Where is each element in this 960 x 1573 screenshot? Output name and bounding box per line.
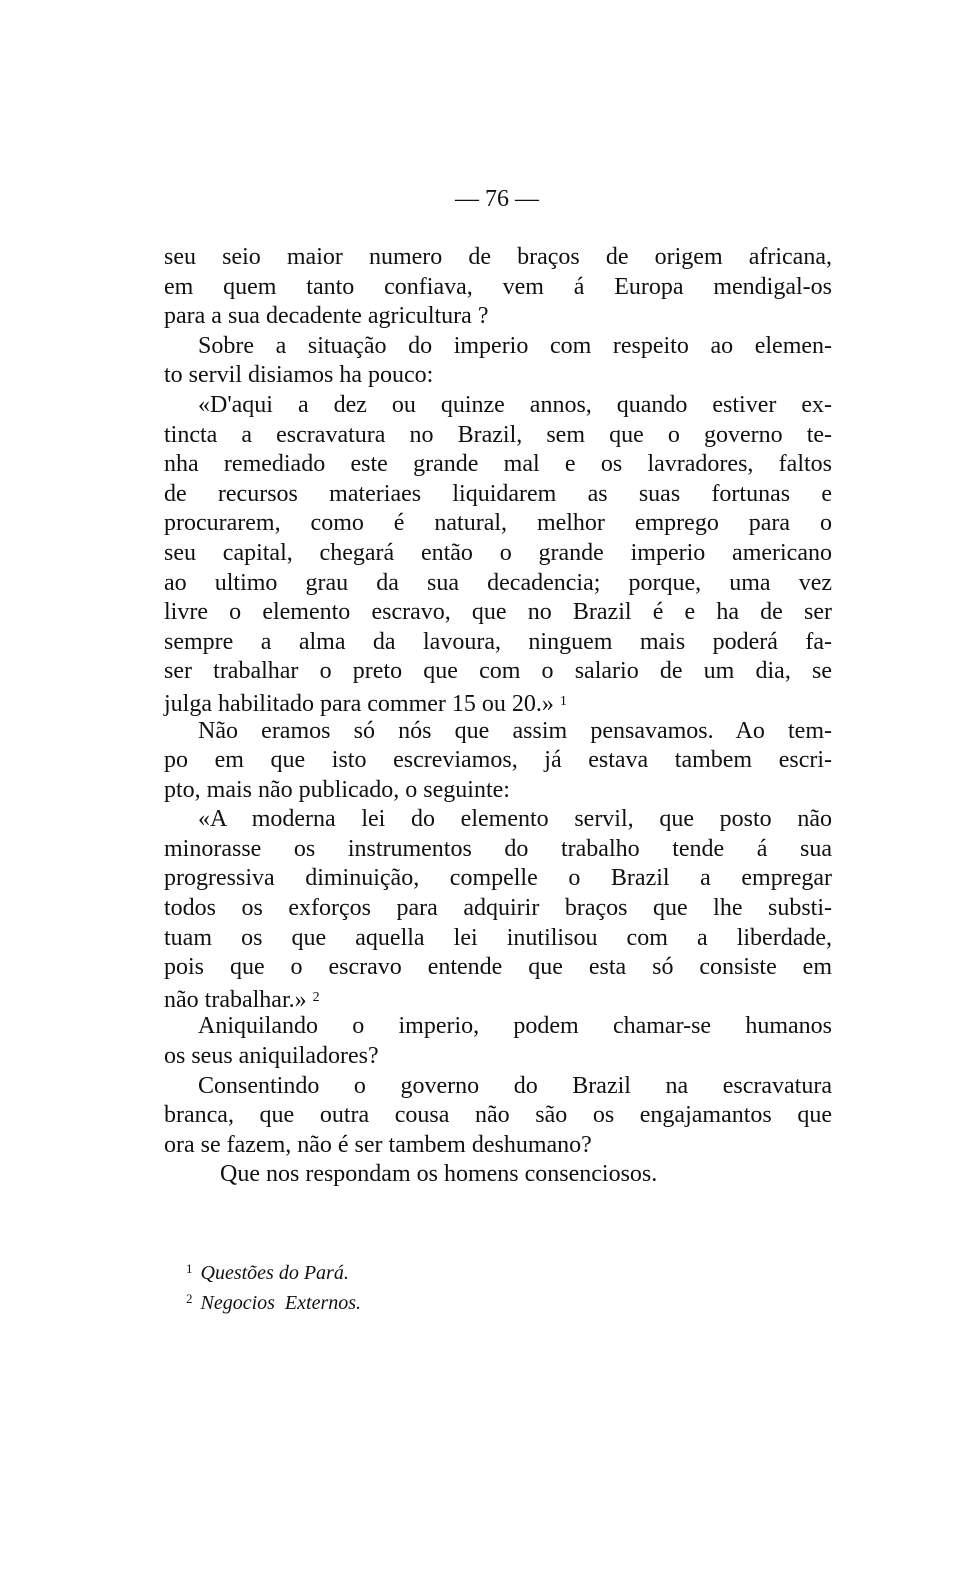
line-text: em quem tanto confiava, vem á Europa mendigal-os xyxy=(164,273,832,300)
line-text: Consentindo o governo do Brazil na escravatura xyxy=(198,1072,832,1099)
line-text: julga habilitado para commer 15 ou 20.» xyxy=(164,690,554,717)
line-text: pois que o escravo entende que esta só consiste em xyxy=(164,954,832,981)
text-line xyxy=(164,302,832,332)
line-text: Que nos respondam os homens consenciosos. xyxy=(220,1161,658,1188)
text-line xyxy=(164,953,832,983)
footnote xyxy=(186,1256,361,1286)
line-text: para a sua decadente agricultura ? xyxy=(164,303,489,330)
line-text: Sobre a situação do imperio com respeito ao elemen- xyxy=(198,332,832,359)
line-text: tuam os que aquella lei inutilisou com a liberdade, xyxy=(164,924,832,951)
line-text: seu capital, chegará então o grande imperio americano xyxy=(164,539,832,566)
line-text: livre o elemento escravo, que no Brazil é e ha de ser xyxy=(164,599,832,626)
text-line xyxy=(164,1131,832,1161)
footnote-reference: 1 xyxy=(559,693,567,709)
text-line xyxy=(164,924,832,954)
body-text xyxy=(164,243,832,1190)
text-line xyxy=(164,509,832,539)
text-line xyxy=(164,657,832,687)
line-text: branca, que outra cousa não são os engajamantos que xyxy=(164,1102,832,1129)
line-text: to servil disiamos ha pouco: xyxy=(164,362,434,389)
line-text: minorasse os instrumentos do trabalho tende á sua xyxy=(164,835,832,862)
line-text: ao ultimo grau da sua decadencia; porque, uma vez xyxy=(164,569,832,596)
text-line xyxy=(164,391,832,421)
line-text: progressiva diminuição, compelle o Brazil a empregar xyxy=(164,865,832,892)
line-text: sempre a alma da lavoura, ninguem mais poderá fa- xyxy=(164,628,832,655)
line-text: os seus aniquiladores? xyxy=(164,1043,379,1070)
line-text: ora se fazem, não é ser tambem deshumano? xyxy=(164,1131,592,1158)
footnote-text: Questões do Pará. xyxy=(200,1262,349,1284)
line-text: de recursos materiaes liquidarem as suas fortunas e xyxy=(164,480,832,507)
text-line xyxy=(164,776,832,806)
line-text: seu seio maior numero de braços de origem africana, xyxy=(164,244,832,270)
text-line xyxy=(164,273,832,303)
text-line xyxy=(164,746,832,776)
text-line xyxy=(164,687,832,717)
line-text: po em que isto escreviamos, já estava tambem escri- xyxy=(164,747,832,774)
text-line xyxy=(164,480,832,510)
text-line xyxy=(164,332,832,362)
line-text: «A moderna lei do elemento servil, que posto não xyxy=(198,806,832,833)
text-line xyxy=(164,243,832,273)
line-text: todos os exforços para adquirir braços que lhe substi- xyxy=(164,895,832,922)
text-line xyxy=(164,628,832,658)
text-line xyxy=(164,361,832,391)
text-line xyxy=(164,421,832,451)
text-line xyxy=(164,1101,832,1131)
footnote-reference: 2 xyxy=(312,989,320,1005)
line-text: Não eramos só nós que assim pensavamos. Ao tem- xyxy=(198,717,832,744)
footnote-mark: 2 xyxy=(186,1291,193,1306)
text-line xyxy=(164,1072,832,1102)
text-line xyxy=(164,539,832,569)
text-line xyxy=(164,1160,832,1190)
line-text: «D'aqui a dez ou quinze annos, quando estiver ex- xyxy=(198,391,832,418)
line-text: Aniquilando o imperio, podem chamar-se humanos xyxy=(198,1013,832,1040)
footnote-text: Negocios Externos. xyxy=(200,1292,362,1314)
line-text: nha remediado este grande mal e os lavradores, faltos xyxy=(164,451,832,478)
line-text: procurarem, como é natural, melhor emprego para o xyxy=(164,510,832,537)
footnotes xyxy=(186,1256,361,1316)
page-number: — 76 — xyxy=(455,186,539,212)
text-line xyxy=(164,569,832,599)
text-line xyxy=(164,835,832,865)
footnote-mark: 1 xyxy=(186,1261,193,1276)
text-line xyxy=(164,864,832,894)
text-line xyxy=(164,1012,832,1042)
text-line xyxy=(164,894,832,924)
line-text: ser trabalhar o preto que com o salario de um dia, se xyxy=(164,658,832,685)
line-text: pto, mais não publicado, o seguinte: xyxy=(164,776,510,803)
footnote xyxy=(186,1286,361,1316)
text-line xyxy=(164,598,832,628)
line-text: não trabalhar.» xyxy=(164,986,307,1013)
text-line xyxy=(164,717,832,747)
line-text: tincta a escravatura no Brazil, sem que o governo te- xyxy=(164,421,832,448)
text-line xyxy=(164,450,832,480)
text-line xyxy=(164,805,832,835)
text-line xyxy=(164,983,832,1013)
text-line xyxy=(164,1042,832,1072)
